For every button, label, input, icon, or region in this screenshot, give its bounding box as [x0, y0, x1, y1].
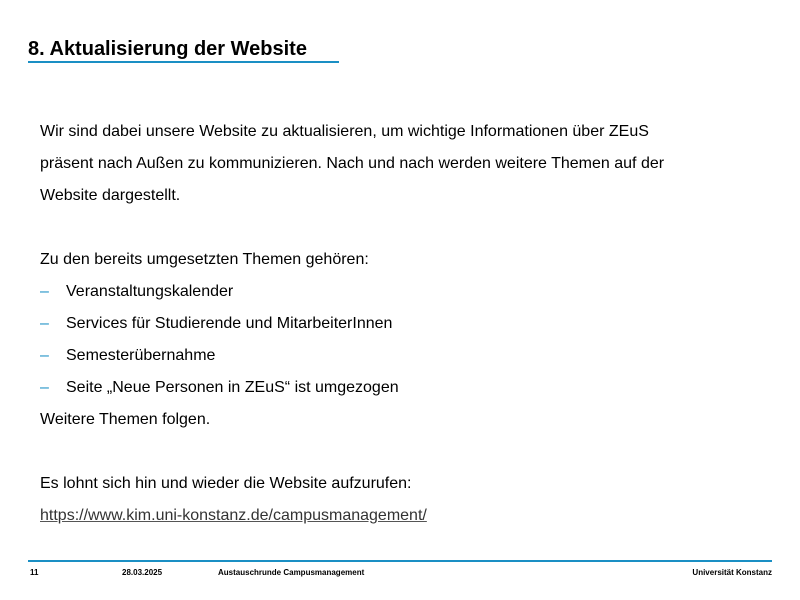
topic-label: Seite „Neue Personen in ZEuS“ ist umgezogen [66, 379, 399, 396]
dash-bullet-icon: – [40, 379, 49, 396]
footer-organization: Universität Konstanz [692, 568, 772, 577]
intro-line-1: Wir sind dabei unsere Website zu aktualisieren, um wichtige Informationen über ZEuS [40, 123, 649, 140]
list-item [40, 340, 760, 372]
slide-title: 8. Aktualisierung der Website [28, 38, 307, 60]
intro-line-3: Website dargestellt. [40, 187, 181, 204]
topic-label: Semesterübernahme [66, 347, 216, 364]
footer-date: 28.03.2025 [122, 568, 163, 577]
topics-heading: Zu den bereits umgesetzten Themen gehören: [40, 251, 369, 268]
dash-bullet-icon: – [40, 283, 49, 300]
slide-content [40, 116, 760, 532]
list-item [40, 308, 760, 340]
spacer [40, 212, 760, 244]
topic-label: Veranstaltungskalender [66, 283, 234, 300]
campusmanagement-link[interactable]: https://www.kim.uni-konstanz.de/campusmanagement/ [40, 507, 427, 524]
intro-line-2: präsent nach Außen zu kommunizieren. Nach und nach werden weitere Themen auf der [40, 155, 665, 172]
dash-bullet-icon: – [40, 347, 49, 364]
footer-divider [28, 560, 772, 562]
title-underline [28, 61, 339, 63]
dash-bullet-icon: – [40, 315, 49, 332]
more-topics-text: Weitere Themen folgen. [40, 411, 211, 428]
topic-label: Services für Studierende und MitarbeiterInnen [66, 315, 393, 332]
list-item [40, 372, 760, 404]
footer-page-number: 11 [30, 568, 39, 577]
list-item [40, 276, 760, 308]
topics-list [40, 276, 760, 404]
footer-event: Austauschrunde Campusmanagement [218, 568, 365, 577]
visit-text: Es lohnt sich hin und wieder die Website aufzurufen: [40, 475, 412, 492]
spacer [40, 436, 760, 468]
